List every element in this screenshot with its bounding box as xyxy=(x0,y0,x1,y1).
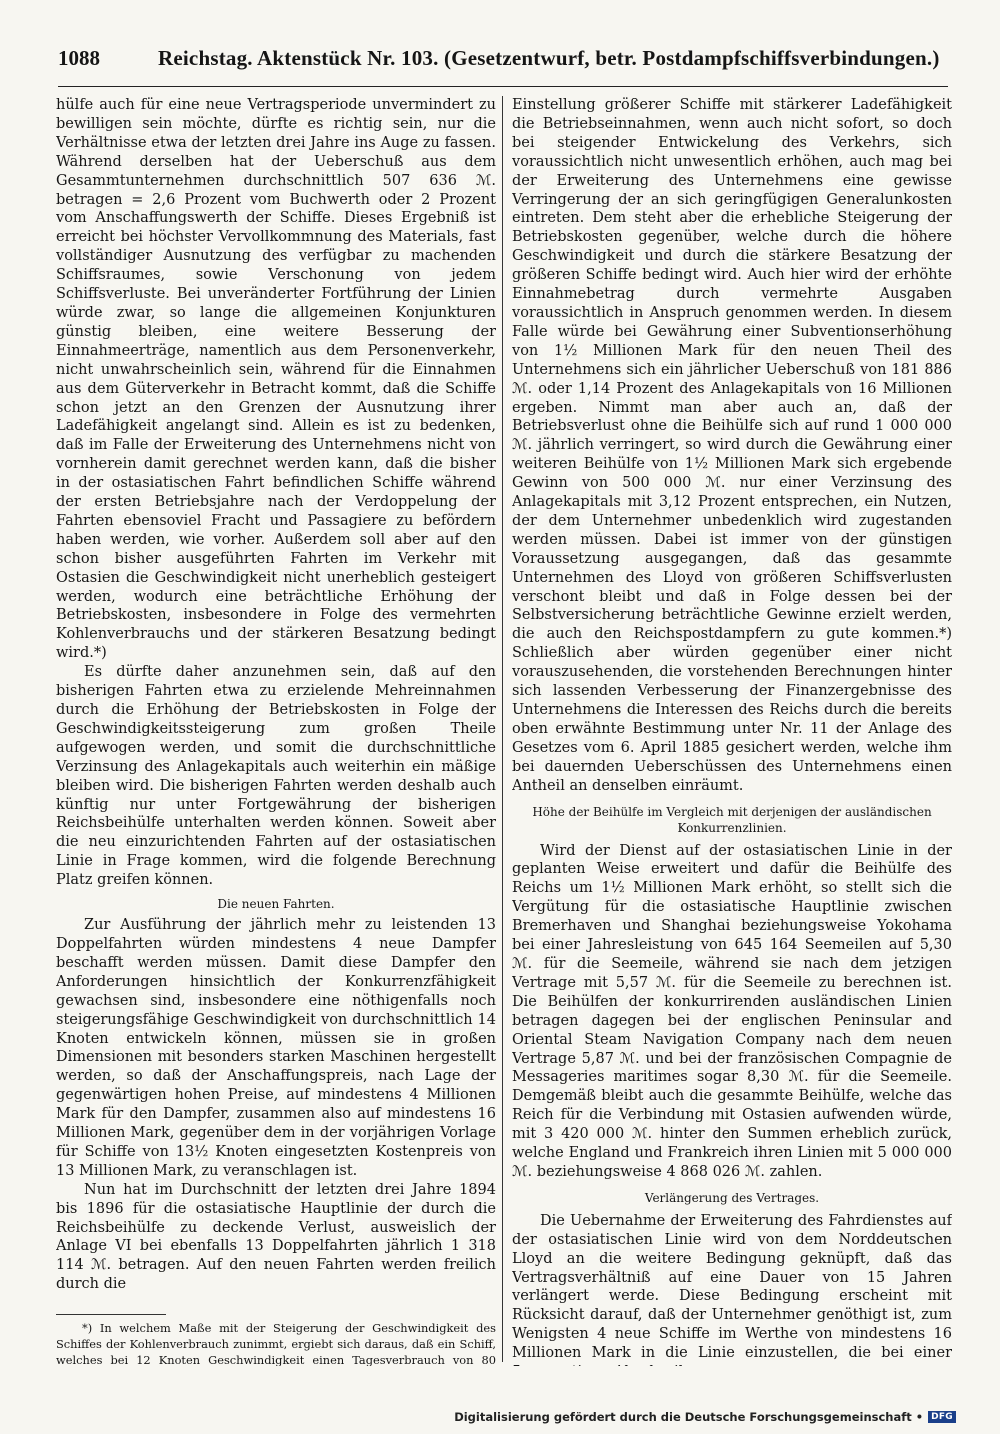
left-footnote xyxy=(56,1321,496,1366)
right-paragraph-1: Einstellung größerer Schiffe mit stärkerer Ladefähigkeit die Betriebseinnahmen, wenn auch nicht sofort, so doch bei steigender Entwickelung des Verkehrs, sich voraussichtlich nicht unwesentlich erhöhen, auch mag bei der Erweiterung des Unternehmens eine gewisse Verringerung der an sich geringfügigen Generalunkosten eintreten. Dem steht aber die erhebliche Steigerung der Betriebskosten gegenüber, welche durch die höhere Geschwindigkeit und durch die stärkere Besatzung der größeren Schiffe bedingt wird. Auch hier wird der erhöhte Einnahmebetrag durch vermehrte Ausgaben voraussichtlich in Anspruch genommen werden. In diesem Falle würde bei Gewährung einer Subventionserhöhung von 1½ Millionen Mark für den neuen Theil des Unternehmens sich ein jährlicher Ueberschuß von 181 886 ℳ. oder 1,14 Prozent des Anlagekapitals von 16 Millionen ergeben. Nimmt man aber auch an, daß der Betriebsverlust ohne die Beihülfe sich auf rund 1 000 000 ℳ. jährlich verringert, so wird durch die Gewährung einer weiteren Beihülfe von 1½ Millionen Mark sich ergebende Gewinn von 500 000 ℳ. nur einer Verzinsung des Anlagekapitals mit 3,12 Prozent entsprechen, ein Nutzen, der dem Unternehmer unbedenklich wird zugestanden werden müssen. Dabei ist immer von der günstigen Voraussetzung ausgegangen, daß das gesammte Unternehmen des Lloyd von größeren Schiffsverlusten verschont bleibt und daß in Folge dessen bei der Selbstversicherung beträchtliche Gewinne erzielt werden, die auch den Reichspostdampfern zu gute kommen.*) Schließlich aber würden gegenüber einer nicht vorauszusehenden, die vorstehenden Berechnungen hinter sich lassenden Verbesserung der Finanzergebnisse des Unternehmens die Interessen des Reichs durch die bereits oben erwähnte Bestimmung unter Nr. 11 der Anlage des Gesetzes vom 6. April 1885 gesichert werden, welche ihm bei dauernden Ueberschüssen des Unternehmens einen Antheil an denselben einräumt. xyxy=(512,97,952,794)
section-heading-contract-extension: Verlängerung des Vertrages. xyxy=(644,1190,820,1205)
left-column xyxy=(56,96,496,1366)
right-column xyxy=(512,96,952,1366)
running-head: Reichstag. Aktenstück Nr. 103. (Gesetzentwurf, betr. Postdampfschiffsverbindungen.) xyxy=(158,46,940,70)
header-rule xyxy=(58,86,948,87)
right-paragraph-3: Die Uebernahme der Erweiterung des Fahrdienstes auf der ostasiatischen Linie wird von dem Norddeutschen Lloyd an die weitere Bedingung geknüpft, daß das Vertragsverhältniß auf eine Dauer von 15 Jahren verlängert werde. Diese Bedingung erscheint mit Rücksicht darauf, daß der Unternehmer genöthigt ist, zum Wenigsten 4 neue Schiffe im Werthe von mindestens 16 Millionen Mark in die Linie einzustellen, die bei einer xyxy=(512,1212,952,1362)
page-number: 1088 xyxy=(58,46,100,70)
section-heading-new-trips: Die neuen Fahrten. xyxy=(217,897,335,912)
credit-text: Digitalisierung gefördert durch die Deutsche Forschungsgemeinschaft • xyxy=(454,1410,924,1424)
digitization-credit xyxy=(454,1410,956,1424)
left-paragraph-3: Zur Ausführung der jährlich mehr zu leistenden 13 Doppelfahrten würden mindestens 4 neue Dampfer beschafft werden müssen. Damit diese Dampfer den Anforderungen hinsichtlich der Konkurrenzfähigkeit gewachsen sind, insbesondere eine nöthigenfalls noch steigerungsfähige Geschwindigkeit von durchschnittlich 14 Knoten entwickeln können, müssen sie in großen Dimensionen mit besonders starken Maschinen hergestellt werden, so daß der Anschaffungspreis, nach Lage der gegenwärtigen hohen Preise, auf mindestens 4 Millionen Mark für den Dampfer, zusammen also auf mindestens 16 Millionen Mark, gegenüber dem in der vorjährigen Vorlage für Schiffe von 13½ Knoten eingesetzten Kostenpreis von 13 Millionen Mark, zu veranschlagen ist. xyxy=(56,917,496,1179)
column-divider xyxy=(502,96,503,1362)
footnote-intro: *) In welchem Maße mit der Steigerung der Geschwindigkeit des Schiffes der Kohlenverbrauch zunimmt, ergiebt sich daraus, daß ein Schiff, welches bei 12 Knoten Geschwindigkeit einen Tagesverbrauch von 80 xyxy=(56,1321,496,1366)
section-heading-subsidy-comparison: Höhe der Beihülfe im Vergleich mit derjenigen der ausländischen Konkurrenzlinien. xyxy=(532,804,932,835)
footnote-rule xyxy=(56,1314,166,1315)
left-paragraph-2: Es dürfte daher anzunehmen sein, daß auf den bisherigen Fahrten etwa zu erzielende Mehreinnahmen durch die Erhöhung der Betriebskosten in Folge der Geschwindigkeitssteigerung zum großen Theile aufgewogen werden, und somit die durchschnittliche Verzinsung des Anlagekapitals auch weiterhin ein mäßige bleiben wird. Die bisherigen Fahrten werden deshalb auch künftig nur unter Fortgewährung der bisherigen Reichsbeihülfe unterhalten werden können. Soweit aber die neu einzurichtenden Fahrten auf der ostasiatischen Linie in Frage kommen, wird die folgende Berechnung Platz greifen können. xyxy=(56,664,496,889)
dfg-logo: DFG xyxy=(928,1411,956,1423)
right-paragraph-2: Wird der Dienst auf der ostasiatischen Linie in der geplanten Weise erweitert und dafür die Beihülfe des Reichs um 1½ Millionen Mark erhöht, so stellt sich die Vergütung für die ostasiatische Hauptlinie zwischen Bremerhaven und Shanghai beziehungsweise Yokohama bei einer Jahresleistung von 645 164 Seemeilen auf 5,30 ℳ. für die Seemeile, während sie nach dem jetzigen Vertrage mit 5,57 ℳ. für die Seemeile zu berechnen ist. Die Beihülfen der konkurrirenden ausländischen Linien betragen dagegen bei der englischen Peninsular and Oriental Steam Navigation Company nach dem neuen Vertrage 5,87 ℳ. und bei der französischen Compagnie de Messageries maritimes sogar 8,30 ℳ. für die Seemeile. Demgemäß bleibt auch die gesammte Beihülfe, welche das Reich für die Verbindung mit Ostasien aufwenden würde, mit 3 420 000 ℳ. hinter den Summen erheblich zurück, welche England und Frankreich ihren Linien mit 5 000 000 ℳ. beziehungsweise 4 868 026 ℳ. zahlen. xyxy=(512,842,952,1180)
left-paragraph-4: Nun hat im Durchschnitt der letzten drei Jahre 1894 bis 1896 für die ostasiatische Hauptlinie der durch die Reichsbeihülfe zu deckende Verlust, ausweislich der Anlage VI bei ebenfalls 13 Doppelfahrten jährlich 1 318 114 ℳ. betragen. Auf den neuen Fahrten werden freilich durch die xyxy=(56,1181,496,1293)
left-paragraph-1: hülfe auch für eine neue Vertragsperiode unvermindert zu bewilligen sein möchte, dürfte es richtig sein, nur die Verhältnisse etwa der letzten drei Jahre ins Auge zu fassen. Während derselben hat der Ueberschuß aus dem Gesammtunternehmen durchschnittlich 507 636 ℳ. betragen = 2,6 Prozent vom Buchwerth oder 2 Prozent vom Anschaffungswerth der Schiffe. Dieses Ergebniß ist erreicht bei höchster Vervollkommnung des Materials, fast vollständiger Ausnutzung des verfügbar zu machenden Schiffsraumes, sowie Verschonung von jedem Schiffsverluste. Bei unveränderter Fortführung der Linien würde zwar, so lange die allgemeinen Konjunkturen günstig bleiben, eine weitere Besserung der Einnahmeerträge, namentlich aus dem Personenverkehr, nicht unwahrscheinlich sein, während für die Einnahmen aus dem Güterverkehr in Betracht kommt, daß die Schiffe schon jetzt an den Grenzen der Ausnutzung ihrer Ladefähigkeit angelangt sind. Allein es ist zu bedenken, daß im Falle der Erweiterung des Unternehmens nicht von vornherein damit gerechnet werden kann, daß die bisher in der ostasiatischen Fahrt befindlichen Schiffe während der ersten Betriebsjahre nach der Verdoppelung der Fahrten ebensoviel Fracht und Passagiere zu befördern haben werden, wie vorher. Außerdem soll aber auf den schon bisher ausgeführten Fahrten im Verkehr mit Ostasien die Geschwindigkeit nicht unerheblich gesteigert werden, wodurch eine beträchtliche Erhöhung der Betriebskosten, insbesondere in Folge des vermehrten Kohlenverbrauchs und der stärkeren Besatzung bedingt wird.*) xyxy=(56,97,496,662)
